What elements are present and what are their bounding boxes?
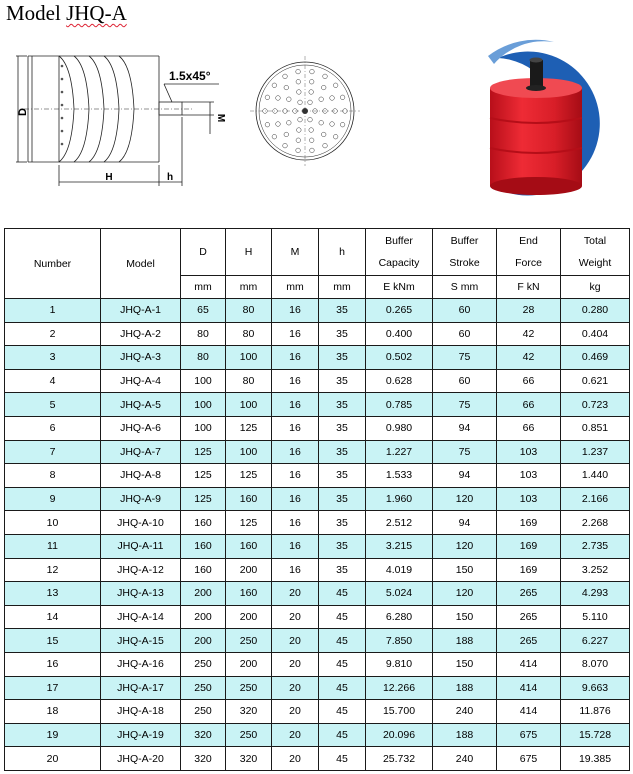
table-cell: 16	[272, 558, 319, 582]
table-cell: 320	[226, 747, 272, 771]
table-cell: JHQ-A-5	[101, 393, 181, 417]
table-cell: 240	[433, 747, 497, 771]
table-cell: 12	[5, 558, 101, 582]
table-cell: 0.280	[561, 299, 630, 323]
table-row	[5, 747, 630, 771]
table-cell: 35	[319, 558, 366, 582]
table-cell: 16	[272, 464, 319, 488]
table-row	[5, 322, 630, 346]
table-cell: 160	[181, 558, 226, 582]
table-cell: 20	[272, 747, 319, 771]
table-cell: 414	[497, 700, 561, 724]
unit-cell: F kN	[497, 276, 561, 299]
table-cell: 4.019	[366, 558, 433, 582]
table-cell: 5.024	[366, 582, 433, 606]
table-cell: 8	[5, 464, 101, 488]
table-cell: 16	[272, 346, 319, 370]
table-row	[5, 511, 630, 535]
table-row	[5, 416, 630, 440]
table-cell: 200	[226, 558, 272, 582]
table-cell: 25.732	[366, 747, 433, 771]
table-cell: 15.700	[366, 700, 433, 724]
header-buffer-stroke: Buffer Stroke	[433, 229, 497, 276]
table-cell: JHQ-A-15	[101, 629, 181, 653]
table-cell: 100	[226, 346, 272, 370]
table-cell: 103	[497, 487, 561, 511]
table-cell: 4.293	[561, 582, 630, 606]
table-cell: 14	[5, 605, 101, 629]
table-cell: JHQ-A-4	[101, 369, 181, 393]
table-cell: 11.876	[561, 700, 630, 724]
unit-cell: mm	[319, 276, 366, 299]
table-row	[5, 299, 630, 323]
header-end-force: End Force	[497, 229, 561, 276]
table-cell: 250	[181, 652, 226, 676]
table-cell: JHQ-A-3	[101, 346, 181, 370]
table-cell: 10	[5, 511, 101, 535]
table-cell: 35	[319, 487, 366, 511]
table-cell: 94	[433, 464, 497, 488]
table-cell: 103	[497, 464, 561, 488]
header-row	[5, 229, 630, 276]
table-row	[5, 346, 630, 370]
table-cell: 42	[497, 322, 561, 346]
table-cell: 3	[5, 346, 101, 370]
table-cell: 250	[181, 676, 226, 700]
table-cell: 80	[226, 322, 272, 346]
table-cell: 16	[272, 534, 319, 558]
table-cell: 675	[497, 723, 561, 747]
dimension-d-label: D	[17, 108, 29, 116]
table-cell: 45	[319, 676, 366, 700]
table-cell: 265	[497, 629, 561, 653]
table-cell: 125	[181, 487, 226, 511]
table-cell: 100	[181, 416, 226, 440]
table-cell: 28	[497, 299, 561, 323]
table-cell: JHQ-A-11	[101, 534, 181, 558]
table-cell: 0.723	[561, 393, 630, 417]
table-cell: 35	[319, 346, 366, 370]
table-cell: JHQ-A-10	[101, 511, 181, 535]
table-cell: JHQ-A-2	[101, 322, 181, 346]
table-cell: 60	[433, 369, 497, 393]
table-cell: 1.227	[366, 440, 433, 464]
table-cell: 15.728	[561, 723, 630, 747]
table-cell: 0.265	[366, 299, 433, 323]
table-cell: 35	[319, 416, 366, 440]
table-cell: 100	[181, 393, 226, 417]
table-cell: 45	[319, 605, 366, 629]
table-cell: 2.268	[561, 511, 630, 535]
table-cell: 125	[181, 440, 226, 464]
table-cell: 414	[497, 676, 561, 700]
header-number: Number	[5, 229, 101, 299]
table-cell: 160	[181, 534, 226, 558]
table-cell: 414	[497, 652, 561, 676]
side-view-drawing	[14, 44, 229, 194]
table-cell: 20	[272, 723, 319, 747]
table-cell: 16	[272, 322, 319, 346]
table-cell: 0.628	[366, 369, 433, 393]
table-cell: 45	[319, 747, 366, 771]
table-cell: 2.166	[561, 487, 630, 511]
header-model: Model	[101, 229, 181, 299]
unit-cell: kg	[561, 276, 630, 299]
unit-cell: S mm	[433, 276, 497, 299]
table-cell: 66	[497, 416, 561, 440]
table-cell: 120	[433, 487, 497, 511]
table-cell: 0.502	[366, 346, 433, 370]
table-row	[5, 464, 630, 488]
table-cell: 16	[272, 299, 319, 323]
table-cell: 265	[497, 605, 561, 629]
table-cell: 9	[5, 487, 101, 511]
table-cell: 8.070	[561, 652, 630, 676]
table-cell: 160	[226, 582, 272, 606]
table-cell: 160	[181, 511, 226, 535]
table-cell: 1.440	[561, 464, 630, 488]
table-cell: 120	[433, 534, 497, 558]
table-cell: 150	[433, 605, 497, 629]
table-cell: 0.851	[561, 416, 630, 440]
table-cell: 20	[272, 676, 319, 700]
table-cell: 0.469	[561, 346, 630, 370]
table-cell: 150	[433, 652, 497, 676]
table-cell: 250	[226, 723, 272, 747]
table-cell: JHQ-A-7	[101, 440, 181, 464]
table-cell: 35	[319, 369, 366, 393]
table-cell: 35	[319, 322, 366, 346]
table-cell: 80	[181, 346, 226, 370]
table-row	[5, 605, 630, 629]
table-cell: 320	[181, 747, 226, 771]
table-cell: 1.960	[366, 487, 433, 511]
dimension-chamfer-label: 1.5x45°	[169, 69, 211, 83]
table-cell: 5.110	[561, 605, 630, 629]
table-cell: 16	[272, 487, 319, 511]
table-cell: 320	[181, 723, 226, 747]
table-cell: 265	[497, 582, 561, 606]
table-cell: 240	[433, 700, 497, 724]
table-cell: 125	[226, 511, 272, 535]
table-cell: 169	[497, 511, 561, 535]
table-cell: 80	[226, 299, 272, 323]
table-cell: 100	[226, 440, 272, 464]
table-cell: 75	[433, 393, 497, 417]
table-cell: 6	[5, 416, 101, 440]
table-cell: 17	[5, 676, 101, 700]
dimension-m-label: M	[215, 113, 226, 123]
table-cell: 200	[181, 582, 226, 606]
front-view-drawing	[250, 56, 360, 166]
header-d: D	[181, 229, 226, 276]
table-row	[5, 676, 630, 700]
table-cell: 169	[497, 534, 561, 558]
table-cell: 1.237	[561, 440, 630, 464]
table-cell: 150	[433, 558, 497, 582]
table-cell: 45	[319, 582, 366, 606]
table-cell: 0.621	[561, 369, 630, 393]
table-cell: 35	[319, 511, 366, 535]
table-cell: 19.385	[561, 747, 630, 771]
table-cell: 35	[319, 534, 366, 558]
table-cell: 160	[226, 487, 272, 511]
table-cell: 103	[497, 440, 561, 464]
unit-cell: mm	[272, 276, 319, 299]
model-name: JHQ-A	[66, 1, 127, 25]
table-cell: 320	[226, 700, 272, 724]
table-row	[5, 440, 630, 464]
table-cell: 0.400	[366, 322, 433, 346]
table-cell: 60	[433, 299, 497, 323]
table-cell: 120	[433, 582, 497, 606]
table-cell: JHQ-A-20	[101, 747, 181, 771]
header-m: M	[272, 229, 319, 276]
table-cell: 45	[319, 629, 366, 653]
table-cell: JHQ-A-12	[101, 558, 181, 582]
table-row	[5, 558, 630, 582]
table-cell: 1	[5, 299, 101, 323]
table-cell: 60	[433, 322, 497, 346]
table-cell: 100	[226, 393, 272, 417]
table-cell: 80	[226, 369, 272, 393]
table-cell: JHQ-A-18	[101, 700, 181, 724]
table-cell: 11	[5, 534, 101, 558]
unit-cell: E kNm	[366, 276, 433, 299]
table-cell: 7.850	[366, 629, 433, 653]
table-cell: JHQ-A-9	[101, 487, 181, 511]
table-cell: 160	[226, 534, 272, 558]
table-cell: 200	[181, 605, 226, 629]
product-photo	[458, 36, 626, 208]
table-row	[5, 629, 630, 653]
table-cell: 13	[5, 582, 101, 606]
table-cell: JHQ-A-13	[101, 582, 181, 606]
header-small-h: h	[319, 229, 366, 276]
table-cell: 16	[5, 652, 101, 676]
spec-table	[4, 228, 630, 771]
table-cell: 100	[181, 369, 226, 393]
table-cell: 6.280	[366, 605, 433, 629]
table-cell: JHQ-A-17	[101, 676, 181, 700]
table-cell: 16	[272, 369, 319, 393]
table-row	[5, 723, 630, 747]
table-cell: JHQ-A-16	[101, 652, 181, 676]
table-cell: 0.404	[561, 322, 630, 346]
table-cell: 45	[319, 700, 366, 724]
table-cell: 125	[226, 464, 272, 488]
table-cell: 20	[272, 700, 319, 724]
table-cell: 0.785	[366, 393, 433, 417]
table-cell: 20	[272, 629, 319, 653]
table-cell: JHQ-A-19	[101, 723, 181, 747]
table-cell: 2	[5, 322, 101, 346]
table-cell: 35	[319, 299, 366, 323]
table-cell: 20	[272, 652, 319, 676]
table-cell: 15	[5, 629, 101, 653]
table-cell: 200	[181, 629, 226, 653]
table-cell: 80	[181, 322, 226, 346]
table-cell: 16	[272, 393, 319, 417]
table-cell: 250	[226, 676, 272, 700]
dimension-small-h-label: h	[166, 172, 174, 183]
table-cell: 675	[497, 747, 561, 771]
table-cell: 2.512	[366, 511, 433, 535]
header-buffer-capacity: Buffer Capacity	[366, 229, 433, 276]
table-row	[5, 369, 630, 393]
table-cell: 20.096	[366, 723, 433, 747]
table-row	[5, 652, 630, 676]
table-cell: 16	[272, 440, 319, 464]
table-cell: 19	[5, 723, 101, 747]
table-cell: 3.252	[561, 558, 630, 582]
table-cell: 188	[433, 723, 497, 747]
header-total-weight: Total Weight	[561, 229, 630, 276]
table-cell: 9.810	[366, 652, 433, 676]
table-cell: 75	[433, 440, 497, 464]
table-cell: 66	[497, 369, 561, 393]
table-cell: 188	[433, 676, 497, 700]
table-cell: 200	[226, 652, 272, 676]
table-cell: 35	[319, 440, 366, 464]
table-cell: 45	[319, 652, 366, 676]
table-cell: 200	[226, 605, 272, 629]
table-row	[5, 534, 630, 558]
table-cell: 250	[226, 629, 272, 653]
table-cell: 250	[181, 700, 226, 724]
table-cell: 65	[181, 299, 226, 323]
table-cell: 42	[497, 346, 561, 370]
table-cell: 94	[433, 416, 497, 440]
table-cell: 2.735	[561, 534, 630, 558]
table-cell: 1.533	[366, 464, 433, 488]
table-cell: 188	[433, 629, 497, 653]
table-cell: 35	[319, 393, 366, 417]
table-cell: 94	[433, 511, 497, 535]
table-cell: 18	[5, 700, 101, 724]
table-cell: JHQ-A-6	[101, 416, 181, 440]
table-cell: 16	[272, 511, 319, 535]
table-row	[5, 582, 630, 606]
header-h: H	[226, 229, 272, 276]
table-cell: 9.663	[561, 676, 630, 700]
dimension-h-label: H	[105, 172, 113, 183]
table-cell: JHQ-A-14	[101, 605, 181, 629]
table-cell: 6.227	[561, 629, 630, 653]
table-cell: 4	[5, 369, 101, 393]
table-cell: JHQ-A-1	[101, 299, 181, 323]
table-cell: 12.266	[366, 676, 433, 700]
table-cell: 3.215	[366, 534, 433, 558]
table-cell: JHQ-A-8	[101, 464, 181, 488]
table-cell: 125	[226, 416, 272, 440]
table-cell: 5	[5, 393, 101, 417]
table-row	[5, 700, 630, 724]
table-cell: 20	[272, 605, 319, 629]
table-cell: 0.980	[366, 416, 433, 440]
unit-cell: mm	[226, 276, 272, 299]
page-title: Model JHQ-A	[6, 1, 127, 25]
table-cell: 20	[5, 747, 101, 771]
table-cell: 7	[5, 440, 101, 464]
table-cell: 66	[497, 393, 561, 417]
table-cell: 35	[319, 464, 366, 488]
table-cell: 45	[319, 723, 366, 747]
table-row	[5, 487, 630, 511]
table-cell: 20	[272, 582, 319, 606]
table-cell: 125	[181, 464, 226, 488]
table-cell: 16	[272, 416, 319, 440]
table-row	[5, 393, 630, 417]
table-cell: 75	[433, 346, 497, 370]
table-cell: 169	[497, 558, 561, 582]
unit-cell: mm	[181, 276, 226, 299]
